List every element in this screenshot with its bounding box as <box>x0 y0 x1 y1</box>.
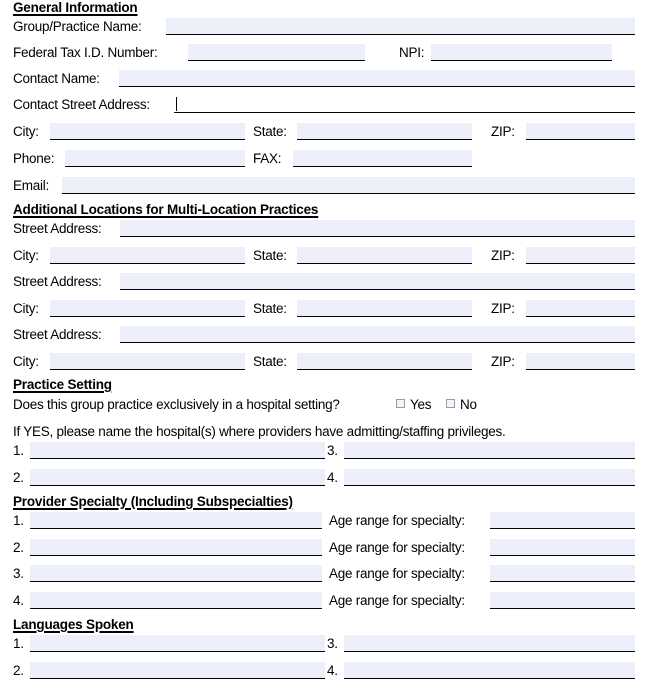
checkbox-hospital-setting-yes[interactable] <box>396 399 405 408</box>
input-state-1[interactable] <box>297 247 472 264</box>
list-number-specialty-1: 1. <box>13 513 24 528</box>
input-contact-street-address[interactable] <box>174 96 635 113</box>
section-heading-languages-spoken: Languages Spoken <box>13 617 134 632</box>
checkbox-hospital-setting-no[interactable] <box>446 399 455 408</box>
label-city-1: City: <box>13 248 39 263</box>
input-age-range-3[interactable] <box>490 565 635 582</box>
label-npi: NPI: <box>399 45 425 60</box>
label-state-1: State: <box>253 248 287 263</box>
input-city-1[interactable] <box>50 247 245 264</box>
label-hospital-setting-no: No <box>460 397 477 412</box>
label-group-practice-name: Group/Practice Name: <box>13 19 142 34</box>
list-number-specialty-3: 3. <box>13 566 24 581</box>
label-age-range-2: Age range for specialty: <box>329 540 465 555</box>
input-city-contact[interactable] <box>50 123 245 140</box>
label-city-contact: City: <box>13 124 39 139</box>
input-city-2[interactable] <box>50 300 245 317</box>
list-number-language-1: 1. <box>13 636 24 651</box>
input-age-range-1[interactable] <box>490 512 635 529</box>
label-street-address-3: Street Address: <box>13 327 102 342</box>
input-street-address-1[interactable] <box>120 220 635 237</box>
input-specialty-2[interactable] <box>30 539 322 556</box>
input-email[interactable] <box>62 177 635 194</box>
input-group-practice-name[interactable] <box>166 18 635 35</box>
input-street-address-2[interactable] <box>120 273 635 290</box>
input-contact-name[interactable] <box>119 70 635 87</box>
input-language-1[interactable] <box>30 635 325 652</box>
label-zip-contact: ZIP: <box>491 124 515 139</box>
input-state-3[interactable] <box>297 353 472 370</box>
label-zip-3: ZIP: <box>491 354 515 369</box>
list-number-specialty-2: 2. <box>13 540 24 555</box>
input-specialty-4[interactable] <box>30 592 322 609</box>
list-number-hospital-3: 3. <box>327 443 338 458</box>
input-specialty-3[interactable] <box>30 565 322 582</box>
label-zip-1: ZIP: <box>491 248 515 263</box>
label-email: Email: <box>13 178 50 193</box>
input-zip-3[interactable] <box>526 353 635 370</box>
input-hospital-2[interactable] <box>30 469 325 486</box>
label-age-range-4: Age range for specialty: <box>329 593 465 608</box>
label-street-address-1: Street Address: <box>13 221 102 236</box>
label-state-contact: State: <box>253 124 287 139</box>
section-heading-provider-specialty: Provider Specialty (Including Subspecialties) <box>13 494 293 509</box>
label-zip-2: ZIP: <box>491 301 515 316</box>
label-federal-tax-id: Federal Tax I.D. Number: <box>13 45 158 60</box>
input-state-2[interactable] <box>297 300 472 317</box>
label-state-2: State: <box>253 301 287 316</box>
input-language-3[interactable] <box>344 635 635 652</box>
label-city-2: City: <box>13 301 39 316</box>
section-heading-additional-locations: Additional Locations for Multi-Location Practices <box>13 202 319 217</box>
input-hospital-3[interactable] <box>344 442 635 459</box>
text-caret <box>176 97 177 111</box>
label-contact-name: Contact Name: <box>13 71 100 86</box>
practice-setting-instruction: If YES, please name the hospital(s) where providers have admitting/staffing privileges. <box>13 424 506 439</box>
input-hospital-4[interactable] <box>344 469 635 486</box>
input-language-4[interactable] <box>344 662 635 679</box>
input-federal-tax-id[interactable] <box>188 44 365 61</box>
label-phone: Phone: <box>13 151 55 166</box>
input-language-2[interactable] <box>30 662 325 679</box>
section-heading-practice-setting: Practice Setting <box>13 377 112 392</box>
list-number-language-2: 2. <box>13 663 24 678</box>
input-specialty-1[interactable] <box>30 512 322 529</box>
input-state-contact[interactable] <box>297 123 472 140</box>
input-age-range-2[interactable] <box>490 539 635 556</box>
label-street-address-2: Street Address: <box>13 274 102 289</box>
input-npi[interactable] <box>431 44 612 61</box>
input-street-address-3[interactable] <box>120 326 635 343</box>
list-number-hospital-1: 1. <box>13 443 24 458</box>
label-city-3: City: <box>13 354 39 369</box>
input-phone[interactable] <box>65 150 245 167</box>
list-number-hospital-4: 4. <box>327 470 338 485</box>
input-city-3[interactable] <box>50 353 245 370</box>
label-contact-street-address: Contact Street Address: <box>13 97 150 112</box>
label-hospital-setting-yes: Yes <box>410 397 432 412</box>
practice-setting-question: Does this group practice exclusively in a hospital setting? <box>13 397 340 412</box>
list-number-language-4: 4. <box>327 663 338 678</box>
input-zip-2[interactable] <box>526 300 635 317</box>
list-number-language-3: 3. <box>327 636 338 651</box>
label-fax: FAX: <box>253 151 282 166</box>
input-zip-contact[interactable] <box>526 123 635 140</box>
list-number-specialty-4: 4. <box>13 593 24 608</box>
input-age-range-4[interactable] <box>490 592 635 609</box>
input-fax[interactable] <box>293 150 472 167</box>
label-state-3: State: <box>253 354 287 369</box>
label-age-range-1: Age range for specialty: <box>329 513 465 528</box>
list-number-hospital-2: 2. <box>13 470 24 485</box>
label-age-range-3: Age range for specialty: <box>329 566 465 581</box>
input-hospital-1[interactable] <box>30 442 325 459</box>
section-heading-general-information: General Information <box>13 0 138 15</box>
input-zip-1[interactable] <box>526 247 635 264</box>
